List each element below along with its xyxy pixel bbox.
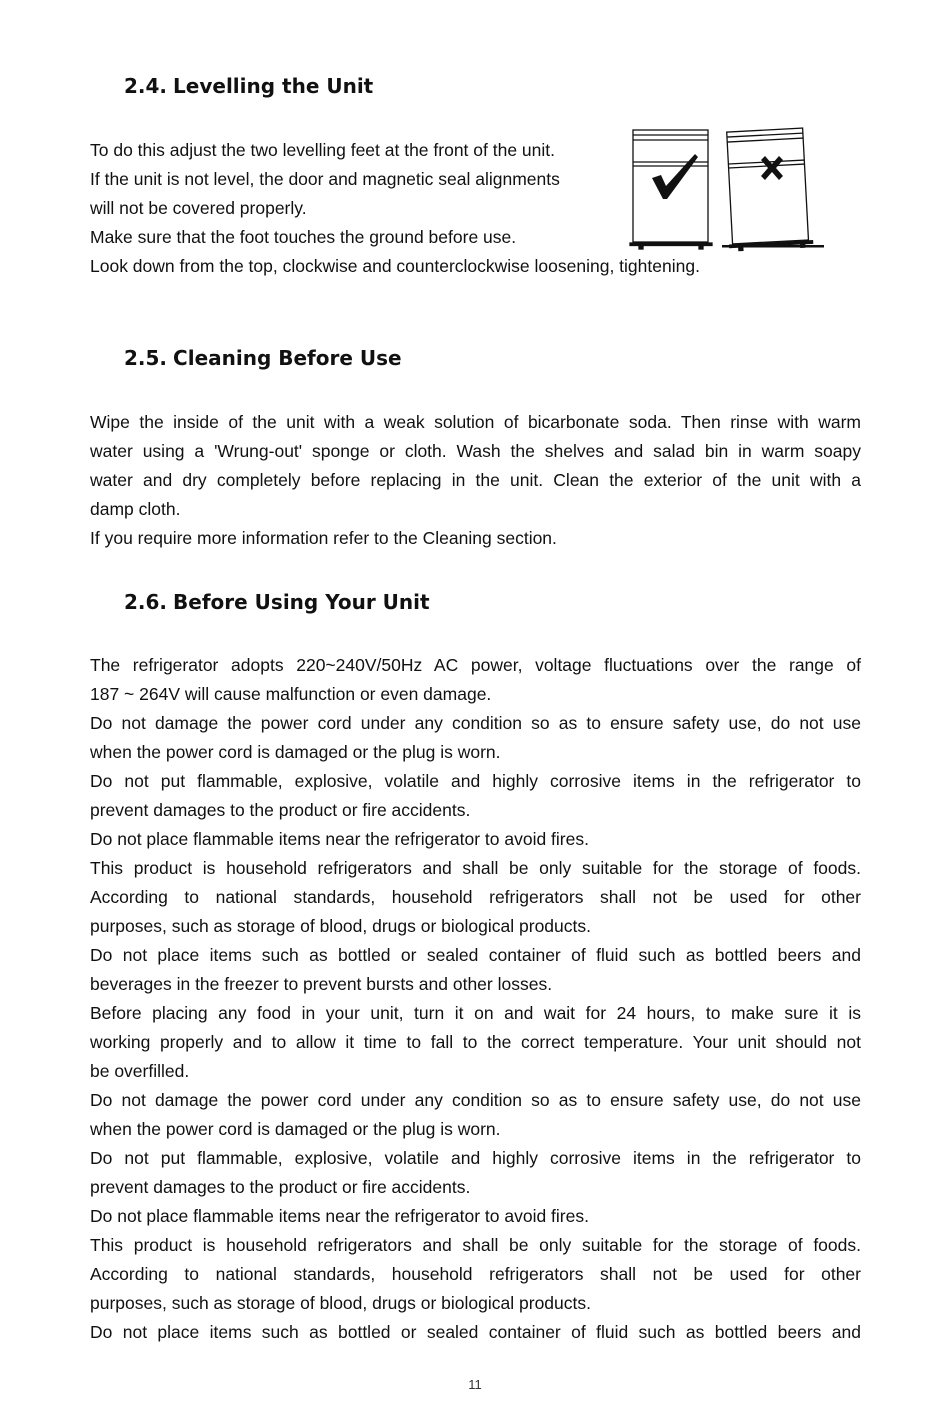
body-line: be overfilled. bbox=[90, 1061, 190, 1081]
body-line: when the power cord is damaged or the plug is worn. bbox=[90, 742, 501, 762]
floor-line bbox=[722, 245, 824, 248]
section-heading-cleaning bbox=[124, 344, 402, 372]
body-line: Do not put flammable, explosive, volatile and highly corrosive items in the refrigerator to bbox=[90, 1148, 861, 1168]
page-number: 11 bbox=[468, 1377, 482, 1392]
body-line: Do not damage the power cord under any condition so as to ensure safety use, do not use bbox=[90, 713, 861, 733]
section-number: 2.4. bbox=[124, 74, 168, 98]
body-line: If you require more information refer to the Cleaning section. bbox=[90, 528, 557, 548]
levelling-illustration bbox=[628, 124, 824, 256]
body-line: will not be covered properly. bbox=[90, 198, 307, 218]
section-number: 2.5. bbox=[124, 346, 168, 370]
body-line: beverages in the freezer to prevent bursts and other losses. bbox=[90, 974, 553, 994]
section-title: Cleaning Before Use bbox=[173, 346, 402, 370]
body-line: To do this adjust the two levelling feet at the front of the unit. bbox=[90, 140, 556, 160]
section-number: 2.6. bbox=[124, 590, 168, 614]
body-line: Do not place flammable items near the refrigerator to avoid fires. bbox=[90, 829, 589, 849]
body-line: Look down from the top, clockwise and counterclockwise loosening, tightening. bbox=[90, 256, 700, 276]
body-line: purposes, such as storage of blood, drugs or biological products. bbox=[90, 916, 591, 936]
body-line: This product is household refrigerators and shall be only suitable for the storage of foods. bbox=[90, 1235, 861, 1255]
cross-mark-icon bbox=[761, 156, 783, 180]
tilted-fridge-illustration bbox=[724, 128, 813, 251]
body-line: Make sure that the foot touches the ground before use. bbox=[90, 227, 517, 247]
body-line: If the unit is not level, the door and magnetic seal alignments bbox=[90, 169, 560, 189]
body-line: Do not place items such as bottled or sealed container of fluid such as bottled beers and bbox=[90, 1322, 861, 1342]
check-mark-icon bbox=[652, 154, 698, 199]
body-line: working properly and to allow it time to fall to the correct temperature. Your unit should not bbox=[90, 1032, 861, 1052]
body-line: water and dry completely before replacing in the unit. Clean the exterior of the unit with a bbox=[90, 470, 861, 490]
body-line: damp cloth. bbox=[90, 499, 181, 519]
body-line: Do not put flammable, explosive, volatile and highly corrosive items in the refrigerator to bbox=[90, 771, 861, 791]
body-line: 187 ~ 264V will cause malfunction or even damage. bbox=[90, 684, 492, 704]
body-line: This product is household refrigerators and shall be only suitable for the storage of foods. bbox=[90, 858, 861, 878]
section-heading-levelling bbox=[124, 72, 373, 100]
section-title: Levelling the Unit bbox=[173, 74, 374, 98]
body-line: water using a 'Wrung-out' sponge or cloth. Wash the shelves and salad bin in warm soapy bbox=[90, 441, 861, 461]
body-line: when the power cord is damaged or the plug is worn. bbox=[90, 1119, 501, 1139]
body-line: According to national standards, household refrigerators shall not be used for other bbox=[90, 887, 861, 907]
body-line: The refrigerator adopts 220~240V/50Hz AC power, voltage fluctuations over the range of bbox=[90, 655, 861, 675]
body-line: Do not damage the power cord under any condition so as to ensure safety use, do not use bbox=[90, 1090, 861, 1110]
body-line: purposes, such as storage of blood, drugs or biological products. bbox=[90, 1293, 591, 1313]
body-line: prevent damages to the product or fire accidents. bbox=[90, 1177, 471, 1197]
section-title: Before Using Your Unit bbox=[173, 590, 430, 614]
body-line: prevent damages to the product or fire accidents. bbox=[90, 800, 471, 820]
body-line: Do not place items such as bottled or sealed container of fluid such as bottled beers and bbox=[90, 945, 861, 965]
body-line: Wipe the inside of the unit with a weak solution of bicarbonate soda. Then rinse with warm bbox=[90, 412, 861, 432]
body-line: Before placing any food in your unit, turn it on and wait for 24 hours, to make sure it is bbox=[90, 1003, 861, 1023]
body-line: Do not place flammable items near the refrigerator to avoid fires. bbox=[90, 1206, 589, 1226]
section-heading-before-using bbox=[124, 588, 430, 616]
body-line: According to national standards, household refrigerators shall not be used for other bbox=[90, 1264, 861, 1284]
